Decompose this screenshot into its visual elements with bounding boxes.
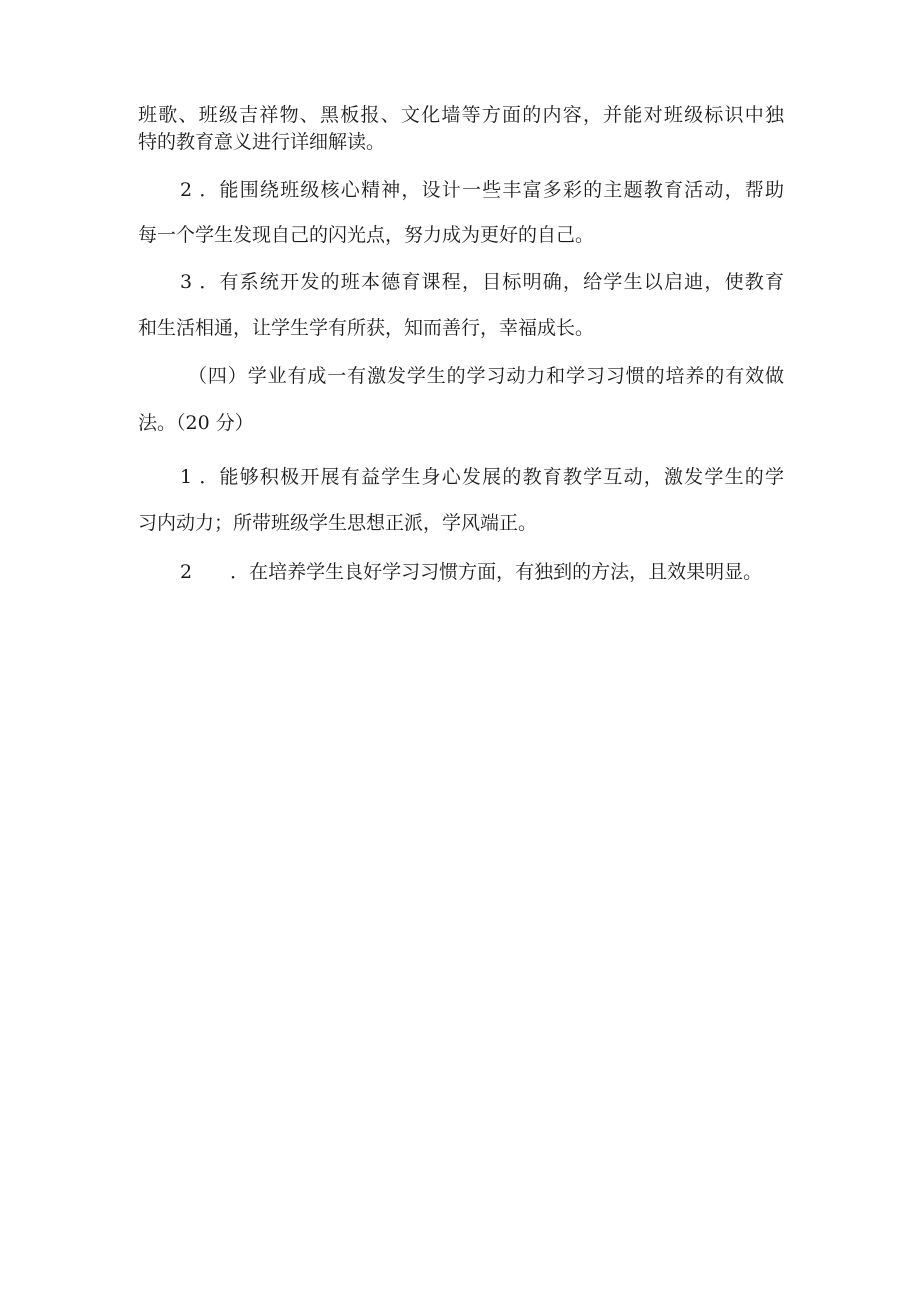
text-line: 习内动力；所带班级学生思想正派，学风端正。 xyxy=(138,512,538,534)
text-line: （四）学业有成一有激发学生的学习动力和学习习惯的培养的有效做 xyxy=(188,365,784,387)
text-line: 2 ．能围绕班级核心精神，设计一些丰富多彩的主题教育活动，帮助 xyxy=(180,179,784,201)
text-line: 和生活相通，让学生学有所获，知而善行，幸福成长。 xyxy=(138,317,595,339)
text-line: 3 ．有系统开发的班本德育课程，目标明确，给学生以启迪，使教育 xyxy=(180,271,784,293)
text-line: 1 ．能够积极开展有益学生身心发展的教育教学互动，激发学生的学 xyxy=(180,466,784,488)
text-line: 2 ．在培养学生良好学习习惯方面，有独到的方法，且效果明显。 xyxy=(180,561,763,583)
text-line: 特的教育意义进行详细解读。 xyxy=(138,131,386,153)
text-line: 班歌、班级吉祥物、黑板报、文化墙等方面的内容，并能对班级标识中独 xyxy=(138,104,784,126)
text-line: 每一个学生发现自己的闪光点，努力成为更好的自己。 xyxy=(138,224,595,246)
text-line: 法。（20 分） xyxy=(138,412,254,434)
